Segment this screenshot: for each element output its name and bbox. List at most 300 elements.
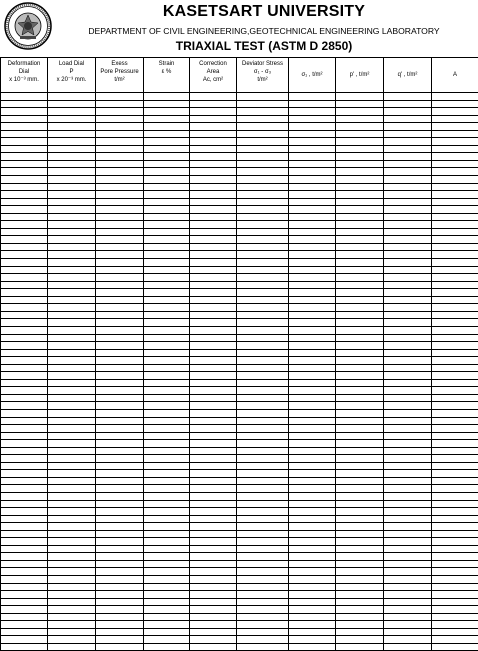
table-cell[interactable] — [96, 304, 144, 312]
table-cell[interactable] — [336, 206, 384, 214]
table-cell[interactable] — [237, 545, 289, 553]
table-cell[interactable] — [237, 417, 289, 425]
table-cell[interactable] — [432, 160, 478, 168]
table-cell[interactable] — [384, 568, 432, 576]
table-cell[interactable] — [336, 425, 384, 433]
table-cell[interactable] — [96, 387, 144, 395]
table-cell[interactable] — [432, 440, 478, 448]
table-cell[interactable] — [96, 311, 144, 319]
table-cell[interactable] — [96, 643, 144, 651]
table-cell[interactable] — [237, 425, 289, 433]
table-cell[interactable] — [48, 123, 96, 131]
table-cell[interactable] — [96, 206, 144, 214]
table-cell[interactable] — [289, 636, 336, 644]
table-cell[interactable] — [1, 138, 48, 146]
table-cell[interactable] — [336, 289, 384, 297]
table-cell[interactable] — [336, 274, 384, 282]
table-cell[interactable] — [96, 138, 144, 146]
table-cell[interactable] — [96, 613, 144, 621]
table-cell[interactable] — [336, 462, 384, 470]
table-cell[interactable] — [336, 198, 384, 206]
table-cell[interactable] — [144, 636, 190, 644]
table-cell[interactable] — [96, 108, 144, 116]
table-cell[interactable] — [336, 628, 384, 636]
table-cell[interactable] — [237, 440, 289, 448]
table-cell[interactable] — [48, 228, 96, 236]
table-cell[interactable] — [432, 598, 478, 606]
table-cell[interactable] — [144, 387, 190, 395]
table-cell[interactable] — [144, 100, 190, 108]
table-cell[interactable] — [1, 251, 48, 259]
table-cell[interactable] — [237, 259, 289, 267]
table-cell[interactable] — [48, 606, 96, 614]
table-cell[interactable] — [144, 553, 190, 561]
table-cell[interactable] — [336, 138, 384, 146]
table-cell[interactable] — [432, 477, 478, 485]
table-cell[interactable] — [48, 289, 96, 297]
table-cell[interactable] — [1, 591, 48, 599]
table-cell[interactable] — [48, 447, 96, 455]
table-cell[interactable] — [1, 628, 48, 636]
table-cell[interactable] — [48, 206, 96, 214]
table-cell[interactable] — [190, 364, 237, 372]
table-cell[interactable] — [1, 334, 48, 342]
table-cell[interactable] — [336, 357, 384, 365]
table-cell[interactable] — [237, 153, 289, 161]
table-cell[interactable] — [289, 183, 336, 191]
table-cell[interactable] — [384, 576, 432, 584]
table-cell[interactable] — [96, 289, 144, 297]
table-cell[interactable] — [144, 289, 190, 297]
table-cell[interactable] — [432, 357, 478, 365]
table-cell[interactable] — [432, 538, 478, 546]
table-cell[interactable] — [336, 621, 384, 629]
table-cell[interactable] — [1, 342, 48, 350]
table-cell[interactable] — [384, 538, 432, 546]
table-cell[interactable] — [432, 138, 478, 146]
table-cell[interactable] — [190, 304, 237, 312]
table-cell[interactable] — [336, 342, 384, 350]
table-cell[interactable] — [237, 311, 289, 319]
table-cell[interactable] — [190, 100, 237, 108]
table-cell[interactable] — [432, 319, 478, 327]
table-cell[interactable] — [190, 508, 237, 516]
table-cell[interactable] — [237, 576, 289, 584]
table-cell[interactable] — [289, 221, 336, 229]
table-cell[interactable] — [237, 206, 289, 214]
table-cell[interactable] — [144, 417, 190, 425]
table-cell[interactable] — [1, 643, 48, 651]
table-cell[interactable] — [237, 123, 289, 131]
table-cell[interactable] — [432, 311, 478, 319]
table-cell[interactable] — [384, 364, 432, 372]
table-cell[interactable] — [384, 379, 432, 387]
table-cell[interactable] — [384, 334, 432, 342]
table-cell[interactable] — [384, 221, 432, 229]
table-cell[interactable] — [48, 409, 96, 417]
table-cell[interactable] — [1, 191, 48, 199]
table-cell[interactable] — [96, 251, 144, 259]
table-cell[interactable] — [336, 228, 384, 236]
table-cell[interactable] — [144, 538, 190, 546]
table-cell[interactable] — [384, 191, 432, 199]
table-cell[interactable] — [289, 545, 336, 553]
table-cell[interactable] — [432, 281, 478, 289]
table-cell[interactable] — [48, 342, 96, 350]
table-cell[interactable] — [48, 191, 96, 199]
table-cell[interactable] — [384, 296, 432, 304]
table-cell[interactable] — [190, 93, 237, 101]
table-cell[interactable] — [144, 228, 190, 236]
table-cell[interactable] — [144, 628, 190, 636]
table-cell[interactable] — [144, 93, 190, 101]
table-cell[interactable] — [190, 643, 237, 651]
table-cell[interactable] — [384, 470, 432, 478]
table-cell[interactable] — [384, 160, 432, 168]
table-cell[interactable] — [384, 108, 432, 116]
table-cell[interactable] — [384, 402, 432, 410]
table-cell[interactable] — [144, 130, 190, 138]
table-cell[interactable] — [289, 108, 336, 116]
table-cell[interactable] — [96, 470, 144, 478]
table-cell[interactable] — [384, 598, 432, 606]
table-cell[interactable] — [144, 568, 190, 576]
table-cell[interactable] — [432, 545, 478, 553]
table-cell[interactable] — [48, 160, 96, 168]
table-cell[interactable] — [384, 183, 432, 191]
table-cell[interactable] — [96, 198, 144, 206]
table-cell[interactable] — [432, 500, 478, 508]
table-cell[interactable] — [1, 447, 48, 455]
table-cell[interactable] — [48, 213, 96, 221]
table-cell[interactable] — [289, 387, 336, 395]
table-cell[interactable] — [1, 153, 48, 161]
table-cell[interactable] — [96, 123, 144, 131]
table-cell[interactable] — [96, 191, 144, 199]
table-cell[interactable] — [1, 613, 48, 621]
table-cell[interactable] — [289, 583, 336, 591]
table-cell[interactable] — [96, 591, 144, 599]
table-cell[interactable] — [289, 281, 336, 289]
table-cell[interactable] — [1, 477, 48, 485]
table-cell[interactable] — [237, 492, 289, 500]
table-cell[interactable] — [384, 311, 432, 319]
table-cell[interactable] — [1, 576, 48, 584]
table-cell[interactable] — [432, 583, 478, 591]
table-cell[interactable] — [144, 364, 190, 372]
table-cell[interactable] — [336, 485, 384, 493]
table-cell[interactable] — [289, 130, 336, 138]
table-cell[interactable] — [336, 440, 384, 448]
table-cell[interactable] — [237, 221, 289, 229]
table-cell[interactable] — [48, 523, 96, 531]
table-cell[interactable] — [48, 266, 96, 274]
table-cell[interactable] — [289, 485, 336, 493]
table-cell[interactable] — [190, 553, 237, 561]
table-cell[interactable] — [190, 470, 237, 478]
table-cell[interactable] — [190, 221, 237, 229]
table-cell[interactable] — [289, 168, 336, 176]
table-cell[interactable] — [289, 357, 336, 365]
table-cell[interactable] — [237, 409, 289, 417]
table-cell[interactable] — [48, 145, 96, 153]
table-cell[interactable] — [96, 409, 144, 417]
table-cell[interactable] — [1, 319, 48, 327]
table-cell[interactable] — [237, 213, 289, 221]
table-cell[interactable] — [384, 326, 432, 334]
table-cell[interactable] — [1, 311, 48, 319]
table-cell[interactable] — [190, 462, 237, 470]
table-cell[interactable] — [432, 492, 478, 500]
table-cell[interactable] — [384, 138, 432, 146]
table-cell[interactable] — [432, 206, 478, 214]
table-cell[interactable] — [237, 462, 289, 470]
table-cell[interactable] — [289, 123, 336, 131]
table-cell[interactable] — [190, 545, 237, 553]
table-cell[interactable] — [190, 153, 237, 161]
table-cell[interactable] — [48, 568, 96, 576]
table-cell[interactable] — [190, 266, 237, 274]
table-cell[interactable] — [336, 530, 384, 538]
table-cell[interactable] — [1, 176, 48, 184]
table-cell[interactable] — [96, 576, 144, 584]
table-cell[interactable] — [96, 160, 144, 168]
table-cell[interactable] — [289, 440, 336, 448]
table-cell[interactable] — [336, 394, 384, 402]
table-cell[interactable] — [336, 508, 384, 516]
table-cell[interactable] — [48, 304, 96, 312]
table-cell[interactable] — [384, 621, 432, 629]
table-cell[interactable] — [289, 296, 336, 304]
table-cell[interactable] — [96, 296, 144, 304]
table-cell[interactable] — [289, 560, 336, 568]
table-cell[interactable] — [289, 153, 336, 161]
table-cell[interactable] — [289, 342, 336, 350]
table-cell[interactable] — [289, 326, 336, 334]
table-cell[interactable] — [144, 206, 190, 214]
table-cell[interactable] — [289, 492, 336, 500]
table-cell[interactable] — [384, 304, 432, 312]
table-cell[interactable] — [432, 221, 478, 229]
table-cell[interactable] — [289, 462, 336, 470]
table-cell[interactable] — [432, 515, 478, 523]
table-cell[interactable] — [237, 304, 289, 312]
table-cell[interactable] — [432, 432, 478, 440]
table-cell[interactable] — [48, 425, 96, 433]
table-cell[interactable] — [1, 364, 48, 372]
table-cell[interactable] — [289, 191, 336, 199]
table-cell[interactable] — [237, 266, 289, 274]
table-cell[interactable] — [190, 349, 237, 357]
table-cell[interactable] — [432, 168, 478, 176]
table-cell[interactable] — [48, 100, 96, 108]
table-cell[interactable] — [336, 304, 384, 312]
table-cell[interactable] — [1, 130, 48, 138]
table-cell[interactable] — [48, 613, 96, 621]
table-cell[interactable] — [336, 251, 384, 259]
table-cell[interactable] — [237, 138, 289, 146]
table-cell[interactable] — [1, 123, 48, 131]
table-cell[interactable] — [48, 251, 96, 259]
table-cell[interactable] — [289, 228, 336, 236]
table-cell[interactable] — [336, 176, 384, 184]
table-cell[interactable] — [144, 409, 190, 417]
table-cell[interactable] — [432, 243, 478, 251]
table-cell[interactable] — [432, 379, 478, 387]
table-cell[interactable] — [96, 176, 144, 184]
table-cell[interactable] — [237, 500, 289, 508]
table-cell[interactable] — [237, 364, 289, 372]
table-cell[interactable] — [96, 530, 144, 538]
table-cell[interactable] — [432, 409, 478, 417]
table-cell[interactable] — [384, 613, 432, 621]
table-cell[interactable] — [336, 538, 384, 546]
table-cell[interactable] — [384, 153, 432, 161]
table-cell[interactable] — [432, 183, 478, 191]
table-cell[interactable] — [432, 145, 478, 153]
table-cell[interactable] — [48, 296, 96, 304]
table-cell[interactable] — [384, 515, 432, 523]
table-cell[interactable] — [237, 349, 289, 357]
table-cell[interactable] — [237, 93, 289, 101]
table-cell[interactable] — [1, 523, 48, 531]
table-cell[interactable] — [289, 372, 336, 380]
table-cell[interactable] — [96, 583, 144, 591]
table-cell[interactable] — [432, 372, 478, 380]
table-cell[interactable] — [144, 477, 190, 485]
table-cell[interactable] — [1, 100, 48, 108]
table-cell[interactable] — [48, 115, 96, 123]
table-cell[interactable] — [336, 259, 384, 267]
table-cell[interactable] — [190, 628, 237, 636]
table-cell[interactable] — [432, 108, 478, 116]
table-cell[interactable] — [190, 432, 237, 440]
table-cell[interactable] — [48, 560, 96, 568]
table-cell[interactable] — [144, 643, 190, 651]
table-cell[interactable] — [384, 500, 432, 508]
table-cell[interactable] — [48, 243, 96, 251]
table-cell[interactable] — [336, 296, 384, 304]
table-cell[interactable] — [237, 560, 289, 568]
table-cell[interactable] — [190, 138, 237, 146]
table-cell[interactable] — [237, 342, 289, 350]
table-cell[interactable] — [336, 447, 384, 455]
table-cell[interactable] — [96, 266, 144, 274]
table-cell[interactable] — [336, 334, 384, 342]
table-cell[interactable] — [96, 568, 144, 576]
table-cell[interactable] — [432, 462, 478, 470]
table-cell[interactable] — [48, 470, 96, 478]
table-cell[interactable] — [237, 643, 289, 651]
table-cell[interactable] — [289, 538, 336, 546]
table-cell[interactable] — [336, 145, 384, 153]
table-cell[interactable] — [96, 364, 144, 372]
table-cell[interactable] — [96, 274, 144, 282]
table-cell[interactable] — [1, 598, 48, 606]
table-cell[interactable] — [48, 538, 96, 546]
table-cell[interactable] — [144, 243, 190, 251]
table-cell[interactable] — [1, 145, 48, 153]
table-cell[interactable] — [432, 613, 478, 621]
table-cell[interactable] — [237, 296, 289, 304]
table-cell[interactable] — [96, 93, 144, 101]
table-cell[interactable] — [384, 425, 432, 433]
table-cell[interactable] — [384, 123, 432, 131]
table-cell[interactable] — [1, 462, 48, 470]
table-cell[interactable] — [96, 545, 144, 553]
table-cell[interactable] — [384, 145, 432, 153]
table-cell[interactable] — [48, 553, 96, 561]
table-cell[interactable] — [237, 538, 289, 546]
table-cell[interactable] — [190, 538, 237, 546]
table-cell[interactable] — [48, 500, 96, 508]
table-cell[interactable] — [432, 176, 478, 184]
table-cell[interactable] — [432, 130, 478, 138]
table-cell[interactable] — [432, 417, 478, 425]
table-cell[interactable] — [48, 394, 96, 402]
table-cell[interactable] — [1, 93, 48, 101]
table-cell[interactable] — [144, 508, 190, 516]
table-cell[interactable] — [336, 576, 384, 584]
table-cell[interactable] — [48, 93, 96, 101]
table-cell[interactable] — [1, 583, 48, 591]
table-cell[interactable] — [190, 372, 237, 380]
table-cell[interactable] — [432, 447, 478, 455]
table-cell[interactable] — [144, 432, 190, 440]
table-cell[interactable] — [384, 387, 432, 395]
table-cell[interactable] — [384, 251, 432, 259]
table-cell[interactable] — [96, 485, 144, 493]
table-cell[interactable] — [96, 168, 144, 176]
table-cell[interactable] — [144, 500, 190, 508]
table-cell[interactable] — [336, 560, 384, 568]
table-cell[interactable] — [384, 115, 432, 123]
table-cell[interactable] — [1, 387, 48, 395]
table-cell[interactable] — [48, 387, 96, 395]
table-cell[interactable] — [48, 221, 96, 229]
table-cell[interactable] — [432, 576, 478, 584]
table-cell[interactable] — [1, 409, 48, 417]
table-cell[interactable] — [1, 394, 48, 402]
table-cell[interactable] — [190, 206, 237, 214]
table-cell[interactable] — [144, 251, 190, 259]
table-cell[interactable] — [237, 168, 289, 176]
table-cell[interactable] — [237, 447, 289, 455]
table-cell[interactable] — [237, 108, 289, 116]
table-cell[interactable] — [336, 108, 384, 116]
table-cell[interactable] — [384, 266, 432, 274]
table-cell[interactable] — [144, 160, 190, 168]
table-cell[interactable] — [96, 492, 144, 500]
table-cell[interactable] — [237, 621, 289, 629]
table-cell[interactable] — [190, 477, 237, 485]
table-cell[interactable] — [190, 560, 237, 568]
table-cell[interactable] — [289, 523, 336, 531]
table-cell[interactable] — [432, 100, 478, 108]
table-cell[interactable] — [48, 274, 96, 282]
table-cell[interactable] — [336, 281, 384, 289]
table-cell[interactable] — [190, 606, 237, 614]
table-cell[interactable] — [144, 560, 190, 568]
table-cell[interactable] — [384, 530, 432, 538]
table-cell[interactable] — [96, 349, 144, 357]
table-cell[interactable] — [289, 349, 336, 357]
table-cell[interactable] — [1, 206, 48, 214]
table-cell[interactable] — [432, 606, 478, 614]
table-cell[interactable] — [336, 372, 384, 380]
table-cell[interactable] — [336, 598, 384, 606]
table-cell[interactable] — [384, 477, 432, 485]
